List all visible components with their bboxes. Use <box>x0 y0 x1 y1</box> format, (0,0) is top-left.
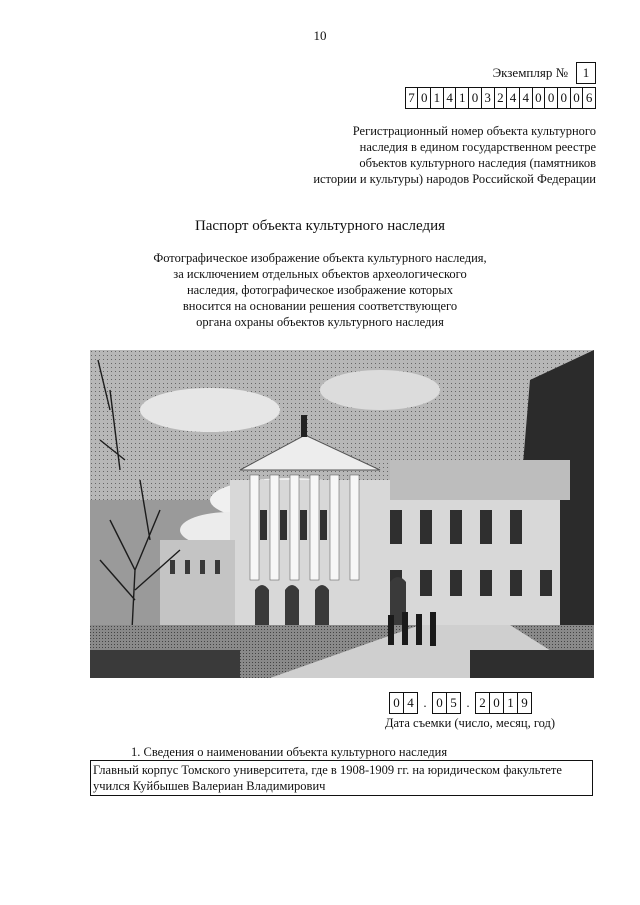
registration-digit: 0 <box>544 87 557 109</box>
building-photo <box>90 350 594 678</box>
copy-number-row <box>493 62 596 84</box>
registration-caption-line: истории и культуры) народов Российской Федерации <box>313 172 596 186</box>
registration-digit: 0 <box>468 87 481 109</box>
registration-digit: 6 <box>582 87 596 109</box>
registration-digit: 0 <box>557 87 570 109</box>
registration-digit: 0 <box>532 87 545 109</box>
date-digit: 2 <box>475 692 489 714</box>
registration-caption-line: наследия в едином государственном реестре <box>359 140 596 154</box>
registration-number-caption <box>276 123 596 187</box>
passport-title: Паспорт объекта культурного наследия <box>194 218 446 234</box>
object-name-box <box>90 760 593 796</box>
date-year <box>475 692 532 714</box>
date-day <box>389 692 418 714</box>
date-digit: 1 <box>503 692 517 714</box>
object-name-line: Главный корпус Томского университета, где в 1908-1909 гг. на юридическом факультете <box>93 763 562 777</box>
photo-caption-line: вносится на основании решения соответствующего <box>182 299 458 313</box>
section-1-title: 1. Сведения о наименовании объекта культурного наследия <box>131 745 448 759</box>
date-separator: . <box>423 695 427 710</box>
object-name-line: учился Куйбышев Валериан Владимирович <box>93 779 326 793</box>
copy-number-box: 1 <box>576 62 596 84</box>
photo-caption-line: за исключением отдельных объектов археологического <box>173 267 467 281</box>
registration-digit: 2 <box>494 87 507 109</box>
date-digit: 4 <box>403 692 418 714</box>
shoot-date-caption: Дата съемки (число, месяц, год) <box>385 716 556 730</box>
registration-digit: 4 <box>506 87 519 109</box>
date-digit: 0 <box>432 692 446 714</box>
date-digit: 0 <box>489 692 503 714</box>
registration-digit: 4 <box>519 87 532 109</box>
copy-label: Экземпляр № <box>492 65 568 80</box>
registration-digit: 1 <box>430 87 443 109</box>
photo-caption <box>0 250 640 330</box>
registration-caption-line: объектов культурного наследия (памятников <box>359 156 596 170</box>
registration-digit: 1 <box>455 87 468 109</box>
photo-caption-line: наследия, фотографическое изображение которых <box>186 283 454 297</box>
date-digit: 9 <box>517 692 532 714</box>
date-separator: . <box>466 695 470 710</box>
registration-digit: 4 <box>443 87 456 109</box>
shoot-date-boxes <box>389 692 532 714</box>
registration-number-boxes <box>405 87 596 109</box>
date-digit: 0 <box>389 692 403 714</box>
registration-digit: 3 <box>481 87 494 109</box>
page-number: 10 <box>313 28 327 43</box>
registration-caption-line: Регистрационный номер объекта культурного <box>352 124 596 138</box>
registration-digit: 0 <box>417 87 430 109</box>
photo-caption-line: Фотографическое изображение объекта культурного наследия, <box>153 251 487 265</box>
date-digit: 5 <box>446 692 461 714</box>
registration-digit: 0 <box>570 87 583 109</box>
registration-digit: 7 <box>405 87 418 109</box>
date-month <box>432 692 461 714</box>
photo-caption-line: органа охраны объектов культурного наследия <box>196 315 444 329</box>
